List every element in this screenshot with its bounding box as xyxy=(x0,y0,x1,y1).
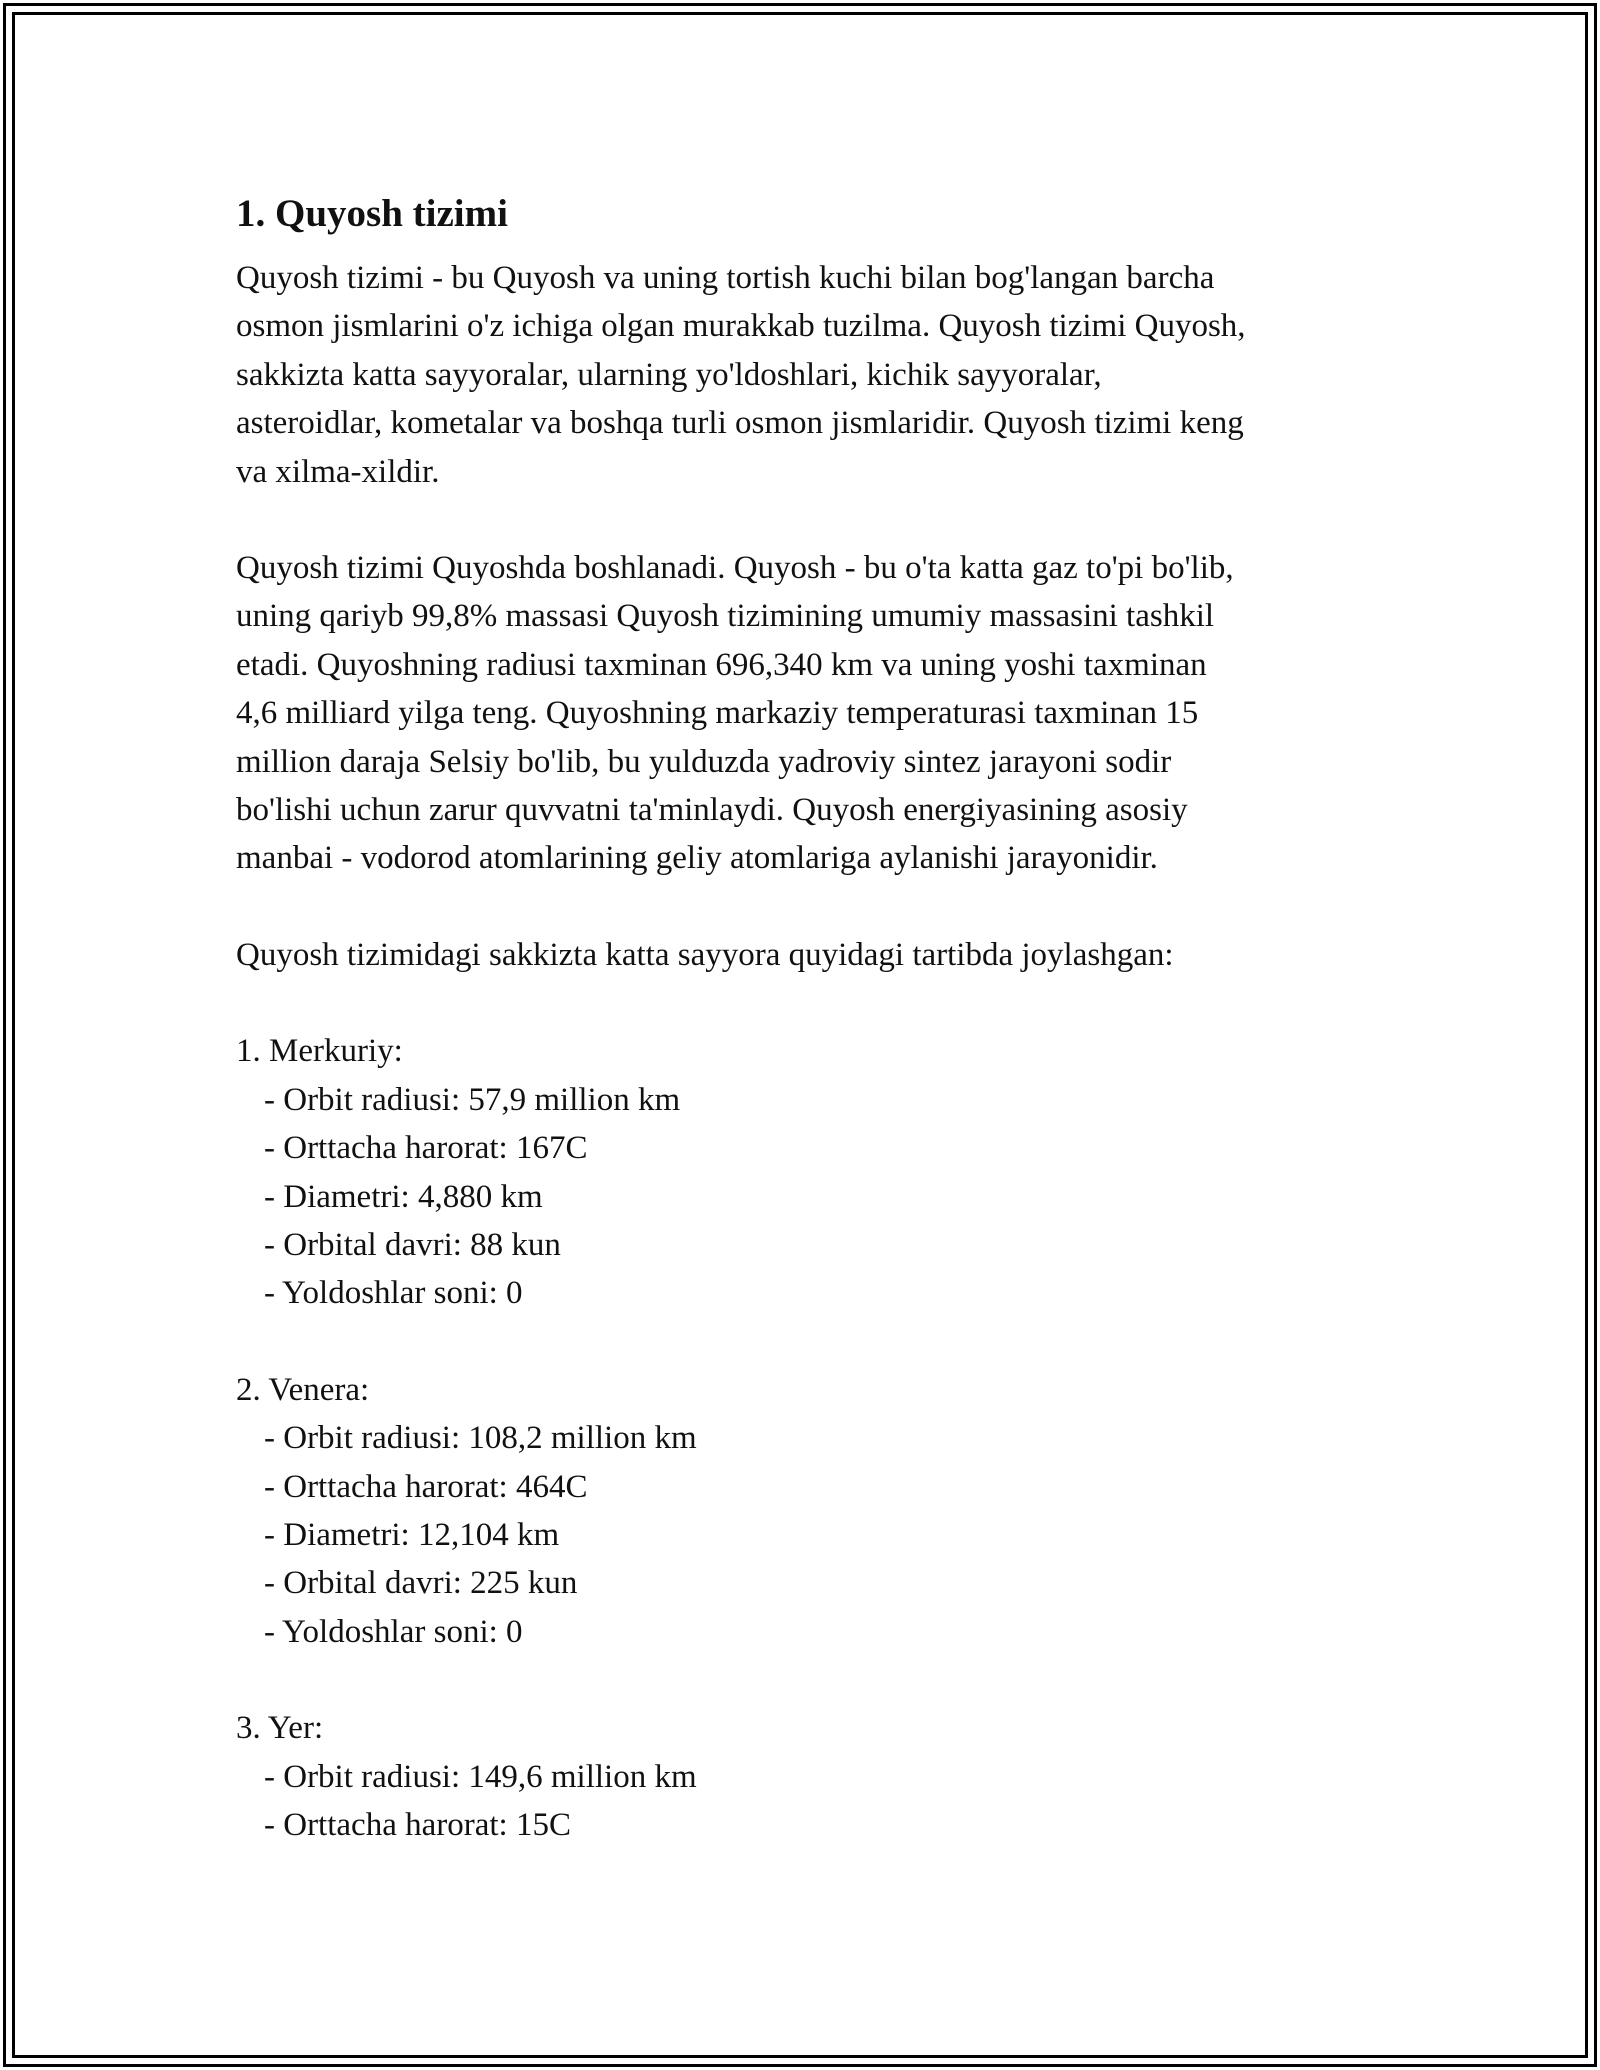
planet-property: - Orbital davri: 88 kun xyxy=(264,1226,561,1263)
paragraph-intro xyxy=(236,254,1386,496)
section-heading: 1. Quyosh tizimi xyxy=(236,192,508,235)
planet-property: - Orbit radiusi: 108,2 million km xyxy=(264,1420,697,1457)
planet-property: - Orttacha harorat: 15C xyxy=(264,1806,571,1843)
text-line: 4,6 milliard yilga teng. Quyoshning markaziy temperaturasi taxminan 15 xyxy=(236,695,1199,732)
planet-property: - Orbit radiusi: 57,9 million km xyxy=(264,1081,681,1118)
planet-property: - Orbital davri: 225 kun xyxy=(264,1565,578,1602)
planet-property: - Yoldoshlar soni: 0 xyxy=(264,1613,523,1650)
text-line: million daraja Selsiy bo'lib, bu yulduzda yadroviy sintez jarayoni sodir xyxy=(236,743,1172,780)
planet-property: - Orttacha harorat: 464C xyxy=(264,1468,588,1505)
planet-name: 3. Yer: xyxy=(236,1710,324,1747)
text-line: etadi. Quyoshning radiusi taxminan 696,340 km va uning yoshi taxminan xyxy=(236,646,1207,683)
text-line: Quyosh tizimi - bu Quyosh va uning tortish kuchi bilan bog'langan barcha xyxy=(236,260,1215,296)
paragraph-sun xyxy=(236,544,1386,883)
planet-block-mercury xyxy=(236,1027,1386,1317)
planet-block-venus xyxy=(236,1366,1386,1656)
planet-property: - Diametri: 4,880 km xyxy=(264,1178,543,1215)
paragraph-gap xyxy=(236,1656,1386,1704)
planet-name: 2. Venera: xyxy=(236,1371,370,1408)
text-line: osmon jismlarini o'z ichiga olgan murakkab tuzilma. Quyosh tizimi Quyosh, xyxy=(236,308,1246,345)
planet-property: - Orttacha harorat: 167C xyxy=(264,1130,588,1167)
paragraph-gap xyxy=(236,496,1386,544)
planet-property: - Yoldoshlar soni: 0 xyxy=(264,1275,523,1312)
planet-name: 1. Merkuriy: xyxy=(236,1033,403,1070)
text-line: sakkizta katta sayyoralar, ularning yo'ldoshlari, kichik sayyoralar, xyxy=(236,356,1102,393)
text-line: Quyosh tizimi Quyoshda boshlanadi. Quyosh - bu o'ta katta gaz to'pi bo'lib, xyxy=(236,550,1234,587)
text-line: bo'lishi uchun zarur quvvatni ta'minlaydi. Quyosh energiyasining asosiy xyxy=(236,792,1188,829)
planet-property: - Orbit radiusi: 149,6 million km xyxy=(264,1758,697,1795)
planet-block-earth xyxy=(236,1704,1386,1849)
paragraph-gap xyxy=(236,1318,1386,1366)
paragraph-gap xyxy=(236,883,1386,931)
text-line: Quyosh tizimidagi sakkizta katta sayyora quyidagi tartibda joylashgan: xyxy=(236,936,1174,973)
text-line: va xilma-xildir. xyxy=(236,453,440,490)
text-line: manbai - vodorod atomlarining geliy atomlariga aylanishi jarayonidir. xyxy=(236,840,1158,877)
paragraph-planets-intro xyxy=(236,931,1386,979)
text-line: asteroidlar, kometalar va boshqa turli osmon jismlaridir. Quyosh tizimi keng xyxy=(236,405,1244,442)
document-body xyxy=(236,186,1386,1849)
planet-property: - Diametri: 12,104 km xyxy=(264,1516,560,1553)
paragraph-gap xyxy=(236,979,1386,1027)
text-line: uning qariyb 99,8% massasi Quyosh tizimining umumiy massasini tashkil xyxy=(236,598,1215,635)
